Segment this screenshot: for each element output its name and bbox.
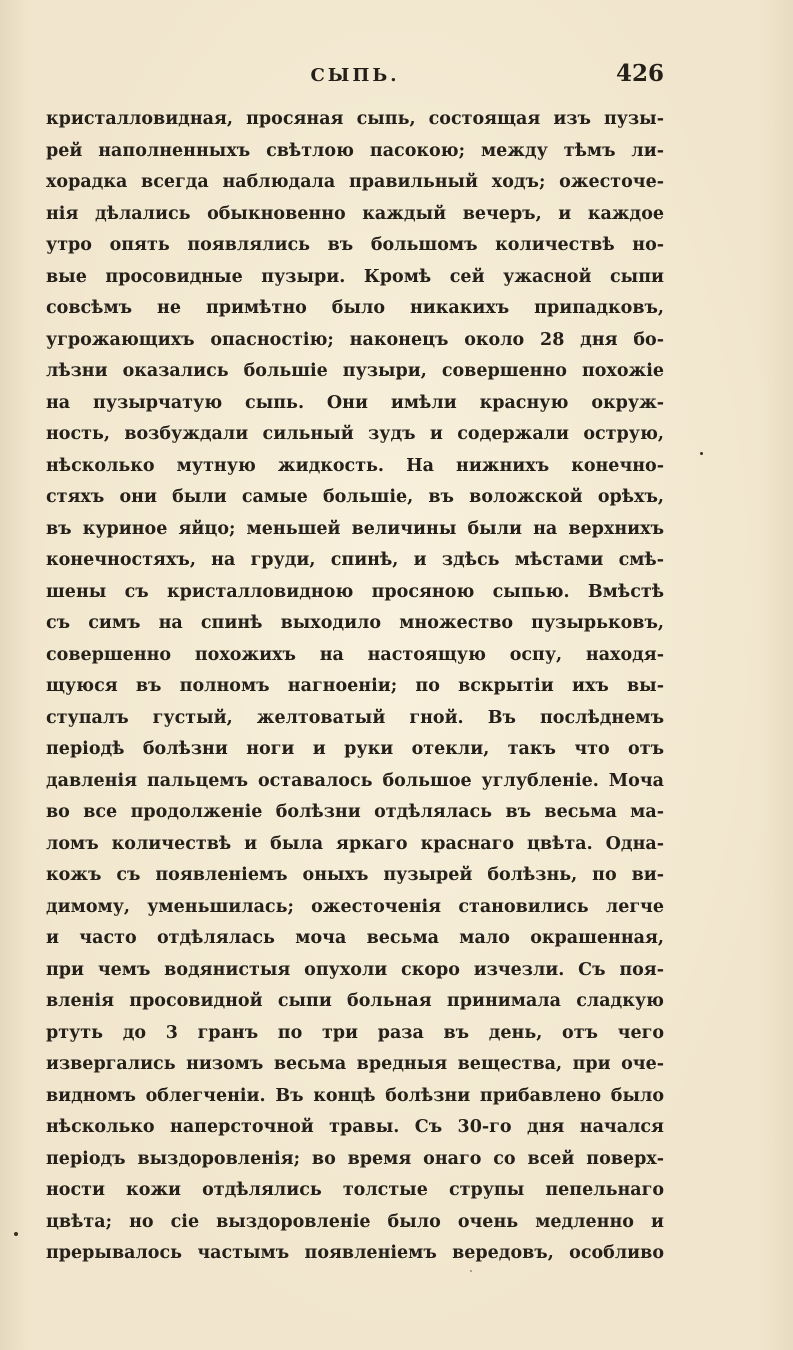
text-line: въ куриное яйцо; меньшей величины были на верхнихъ xyxy=(46,518,664,539)
text-line: ность, возбуждали сильный зудъ и содержали острую, xyxy=(46,424,664,444)
text-line: шены съ кристалловидною просяною сыпью. Вмѣстѣ xyxy=(46,581,664,602)
text-line: и часто отдѣлялась моча весьма мало окрашенная, xyxy=(46,928,664,948)
text-line: конечностяхъ, на груди, спинѣ, и здѣсь мѣстами смѣ- xyxy=(46,550,664,570)
text-line: съ симъ на спинѣ выходило множество пузырьковъ, xyxy=(46,613,664,633)
text-line: періодъ выздоровленія; во время онаго со всей поверх- xyxy=(46,1148,664,1169)
text-line: хорадка всегда наблюдала правильный ходъ; ожесточе- xyxy=(46,172,664,192)
text-line: нѣсколько мутную жидкость. На нижнихъ конечно- xyxy=(46,455,664,476)
text-line: стяхъ они были самые большіе, въ воложской орѣхъ, xyxy=(46,487,664,507)
ink-speck xyxy=(470,1270,472,1272)
text-line: во все продолженіе болѣзни отдѣлялась въ весьма ма- xyxy=(46,802,664,822)
text-line: угрожающихъ опасностію; наконецъ около 28 дня бо- xyxy=(46,329,664,350)
text-line: вые просовидные пузыри. Кромѣ сей ужасной сыпи xyxy=(46,266,664,287)
text-line: нія дѣлались обыкновенно каждый вечеръ, и каждое xyxy=(46,203,664,224)
text-line: рей наполненныхъ свѣтлою пасокою; между тѣмъ ли- xyxy=(46,140,664,161)
text-line: видномъ облегченіи. Въ концѣ болѣзни прибавлено было xyxy=(46,1085,664,1106)
text-line: кристалловидная, просяная сыпь, состоящая изъ пузы- xyxy=(46,109,664,129)
text-line: ломъ количествѣ и была яркаго краснаго цвѣта. Одна- xyxy=(46,833,664,854)
page-header xyxy=(46,60,664,98)
text-line: на пузырчатую сыпь. Они имѣли красную окруж- xyxy=(46,392,664,413)
text-line: вленія просовидной сыпи больная принимала сладкую xyxy=(46,991,664,1011)
text-line: щуюся въ полномъ нагноеніи; по вскрытіи ихъ вы- xyxy=(46,676,664,696)
text-line: при чемъ водянистыя опухоли скоро изчезли. Съ поя- xyxy=(46,959,664,980)
text-line: нѣсколько наперсточной травы. Съ 30-го дня начался xyxy=(46,1117,664,1137)
text-line: ртуть до 3 гранъ по три раза въ день, отъ чего xyxy=(46,1022,664,1043)
text-line: утро опять появлялись въ большомъ количествѣ но- xyxy=(46,235,664,255)
text-line: цвѣта; но сіе выздоровленіе было очень медленно и xyxy=(46,1211,664,1232)
text-line: совсѣмъ не примѣтно было никакихъ припадковъ, xyxy=(46,298,664,318)
text-line: ности кожи отдѣлялись толстые струпы пепельнаго xyxy=(46,1180,664,1200)
text-line: совершенно похожихъ на настоящую оспу, находя- xyxy=(46,644,664,665)
ink-speck xyxy=(14,1232,18,1236)
text-line: давленія пальцемъ оставалось большое углубленіе. Моча xyxy=(46,770,664,791)
page-number: 426 xyxy=(615,60,664,87)
text-line: кожъ съ появленіемъ оныхъ пузырей болѣзнь, по ви- xyxy=(46,865,664,885)
text-line: періодѣ болѣзни ноги и руки отекли, такъ что отъ xyxy=(46,739,664,759)
text-line: ступалъ густый, желтоватый гной. Въ послѣднемъ xyxy=(46,707,664,728)
text-line: извергались низомъ весьма вредныя вещества, при оче- xyxy=(46,1054,664,1074)
text-line: прерывалось частымъ появленіемъ вередовъ, особливо xyxy=(46,1243,664,1263)
body-text xyxy=(46,104,664,1270)
ink-speck xyxy=(700,452,703,455)
running-title: СЫПЬ. xyxy=(310,65,400,86)
text-line: димому, уменьшилась; ожесточенія становились легче xyxy=(46,896,664,917)
text-line: лѣзни оказались большіе пузыри, совершенно похожіе xyxy=(46,361,664,381)
